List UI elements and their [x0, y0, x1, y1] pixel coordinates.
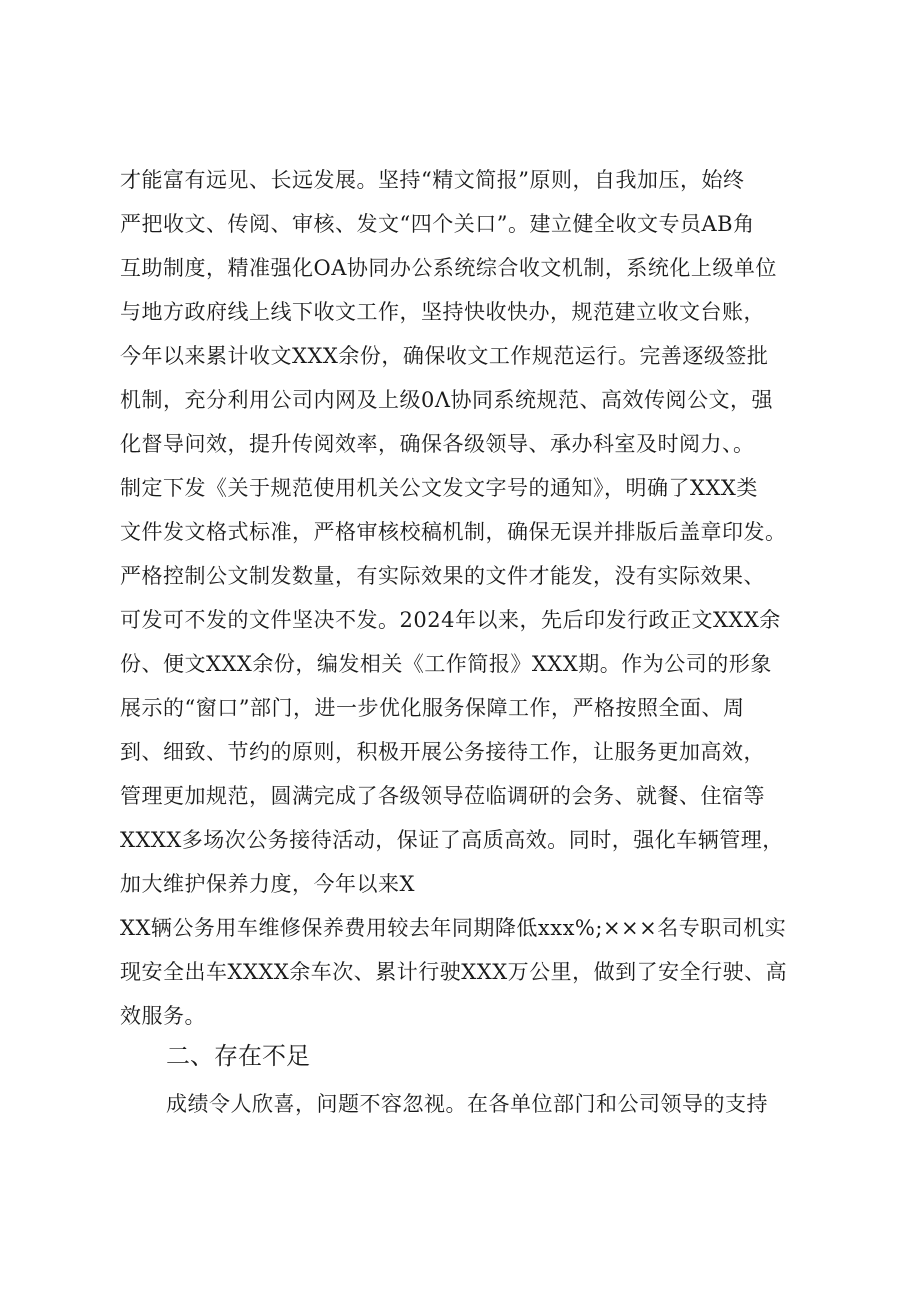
body-line: 效服务。: [120, 1004, 206, 1028]
body-line: 加大维护保养力度，今年以来X: [120, 872, 415, 896]
body-line: 文件发文格式标准，严格审核校稿机制，确保无误并排版后盖章印发。: [120, 520, 787, 544]
body-line: 到、细致、节约的原则，积极开展公务接待工作，让服务更加高效，: [120, 740, 765, 764]
body-line: 现安全出车XXXX余车次、累计行驶XXX万公里，做到了安全行驶、高: [120, 960, 788, 984]
body-line: 才能富有远见、长远发展。坚持“精文简报”原则，自我加压，始终: [120, 168, 745, 192]
section-heading: 二、存在不足: [166, 1042, 310, 1070]
body-line: 与地方政府线上线下收文工作，坚持快收快办，规范建立收文台账，: [120, 300, 765, 324]
body-line: 成绩令人欣喜，问题不容忽视。在各单位部门和公司领导的支持: [166, 1092, 768, 1116]
body-line: 展示的“窗口”部门，进一步优化服务保障工作，严格按照全面、周: [120, 696, 745, 720]
body-line: 严把收文、传阅、审核、发文“四个关口”。建立健全收文专员AB角: [120, 212, 755, 236]
body-line: 管理更加规范，圆满完成了各级领导莅临调研的会务、就餐、住宿等: [120, 784, 765, 808]
body-line: 严格控制公文制发数量，有实际效果的文件才能发，没有实际效果、: [120, 564, 765, 588]
body-line: 化督导问效，提升传阅效率，确保各级领导、承办科室及时阅力、。: [120, 432, 755, 456]
body-line: XXXX多场次公务接待活动，保证了高质高效。同时，强化车辆管理，: [120, 828, 784, 852]
body-line: 机制，充分利用公司内网及上级0Λ协同系统规范、高效传阅公文，强: [120, 388, 774, 412]
body-line: 可发可不发的文件坚决不发。2024年以来，先后印发行政正文XXX余: [120, 608, 781, 632]
body-line: 份、便文XXX余份，编发相关《工作简报》XXX期。作为公司的形象: [120, 652, 772, 676]
body-line: 制定下发《关于规范使用机关公文发文字号的通知》，明确了XXX类: [120, 476, 758, 500]
body-line: 今年以来累计收文XXX余份，确保收文工作规范运行。完善逐级签批: [120, 344, 769, 368]
body-line: 互助制度，精准强化OA协同办公系统综合收文机制，系统化上级单位: [120, 256, 777, 280]
body-line: XX辆公务用车维修保养费用较去年同期降低xxx%;×××名专职司机实: [120, 916, 787, 940]
